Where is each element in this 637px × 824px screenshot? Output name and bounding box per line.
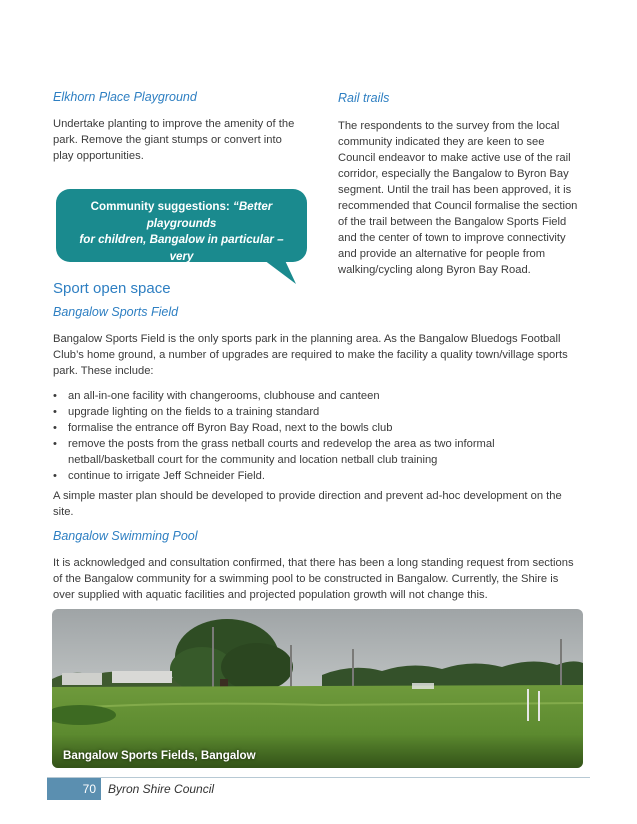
text-line: Undertake planting to improve the amenity of the	[53, 118, 295, 130]
list-item-text: upgrade lighting on the fields to a training standard	[68, 406, 320, 418]
bullet-icon: •	[53, 470, 57, 482]
text-line: community indicated they are keen to see	[338, 136, 545, 148]
elkhorn-playground-text	[53, 116, 313, 164]
text-line: park. These include:	[53, 365, 154, 377]
text-line: The respondents to the survey from the local	[338, 120, 560, 132]
list-item-text: continue to irrigate Jeff Schneider Field.	[68, 470, 265, 482]
elkhorn-playground-heading: Elkhorn Place Playground	[53, 90, 197, 104]
text-line: walking/cycling along Byron Bay Road.	[338, 264, 531, 276]
bangalow-sports-field-heading: Bangalow Sports Field	[53, 305, 179, 319]
text-line: Council endeavor to make active use of the rail	[338, 152, 571, 164]
text-line: and provide an alternative for people from	[338, 248, 546, 260]
callout-tail	[256, 254, 300, 286]
text-line: Bangalow Sports Field is the only sports park in the planning area. As the Bangalow Bluedogs Football	[53, 333, 561, 345]
callout-line: for children, Bangalow in particular – very	[79, 233, 284, 263]
rail-trails-text	[338, 118, 588, 278]
text-line: recommended that Council formalise the section	[338, 200, 578, 212]
master-plan-paragraph	[53, 488, 588, 520]
callout-line	[68, 199, 295, 232]
text-line: corridor, especially the Bangalow to Byron Bay	[338, 168, 569, 180]
swimming-pool-paragraph	[53, 555, 588, 603]
page-number: 70	[82, 782, 96, 796]
list-item	[53, 436, 588, 468]
upgrades-list	[53, 388, 588, 484]
text-line: and the center of town to improve connectivity	[338, 232, 566, 244]
list-item-text: netball/basketball court for the community and location netball club training	[68, 454, 438, 466]
footer-organisation: Byron Shire Council	[108, 782, 215, 796]
text-line: over supplied with aquatic facilities and projected population growth will not change this.	[53, 589, 488, 601]
rail-trails-heading: Rail trails	[338, 91, 390, 105]
sports-field-paragraph	[53, 331, 588, 379]
sports-field-photo	[52, 609, 583, 768]
callout-line: poor for a town with so many young families”	[81, 266, 282, 296]
sport-open-space-heading: Sport open space	[53, 280, 171, 297]
bullet-icon: •	[53, 406, 57, 418]
callout-quote: “Better playgrounds	[146, 200, 273, 230]
callout-label: Community suggestions:	[90, 200, 234, 213]
text-line: A simple master plan should be developed to provide direction and prevent ad-hoc development on the	[53, 490, 562, 502]
bullet-icon: •	[53, 422, 57, 434]
text-line: park. Remove the giant stumps or convert into	[53, 134, 282, 146]
list-item	[53, 468, 588, 484]
text-line: of the trail between the Bangalow Sports Field	[338, 216, 567, 228]
sports-field-illustration	[52, 609, 583, 768]
text-line: Club’s home ground, a number of upgrades are required to make the facility a quality town/village sports	[53, 349, 568, 361]
list-item-text: formalise the entrance off Byron Bay Road, next to the bowls club	[68, 422, 393, 434]
list-item-text: an all-in-one facility with changerooms, clubhouse and canteen	[68, 390, 380, 402]
list-item-text: remove the posts from the grass netball courts and redevelop the area as two informal	[68, 438, 495, 450]
list-item	[53, 404, 588, 420]
text-line: segment. Until the trail has been approved, it is	[338, 184, 572, 196]
bullet-icon: •	[53, 390, 57, 402]
list-item	[53, 388, 588, 404]
text-line: of the Bangalow community for a swimming pool to be constructed in Bangalow. Currently, the Shire is	[53, 573, 559, 585]
swimming-pool-heading: Bangalow Swimming Pool	[53, 529, 198, 543]
list-item	[53, 420, 588, 436]
photo-caption: Bangalow Sports Fields, Bangalow	[63, 749, 256, 762]
text-line: site.	[53, 506, 74, 518]
text-line: It is acknowledged and consultation confirmed, that there has been a long standing request from sections	[53, 557, 574, 569]
bullet-icon: •	[53, 438, 57, 450]
text-line: play opportunities.	[53, 150, 144, 162]
